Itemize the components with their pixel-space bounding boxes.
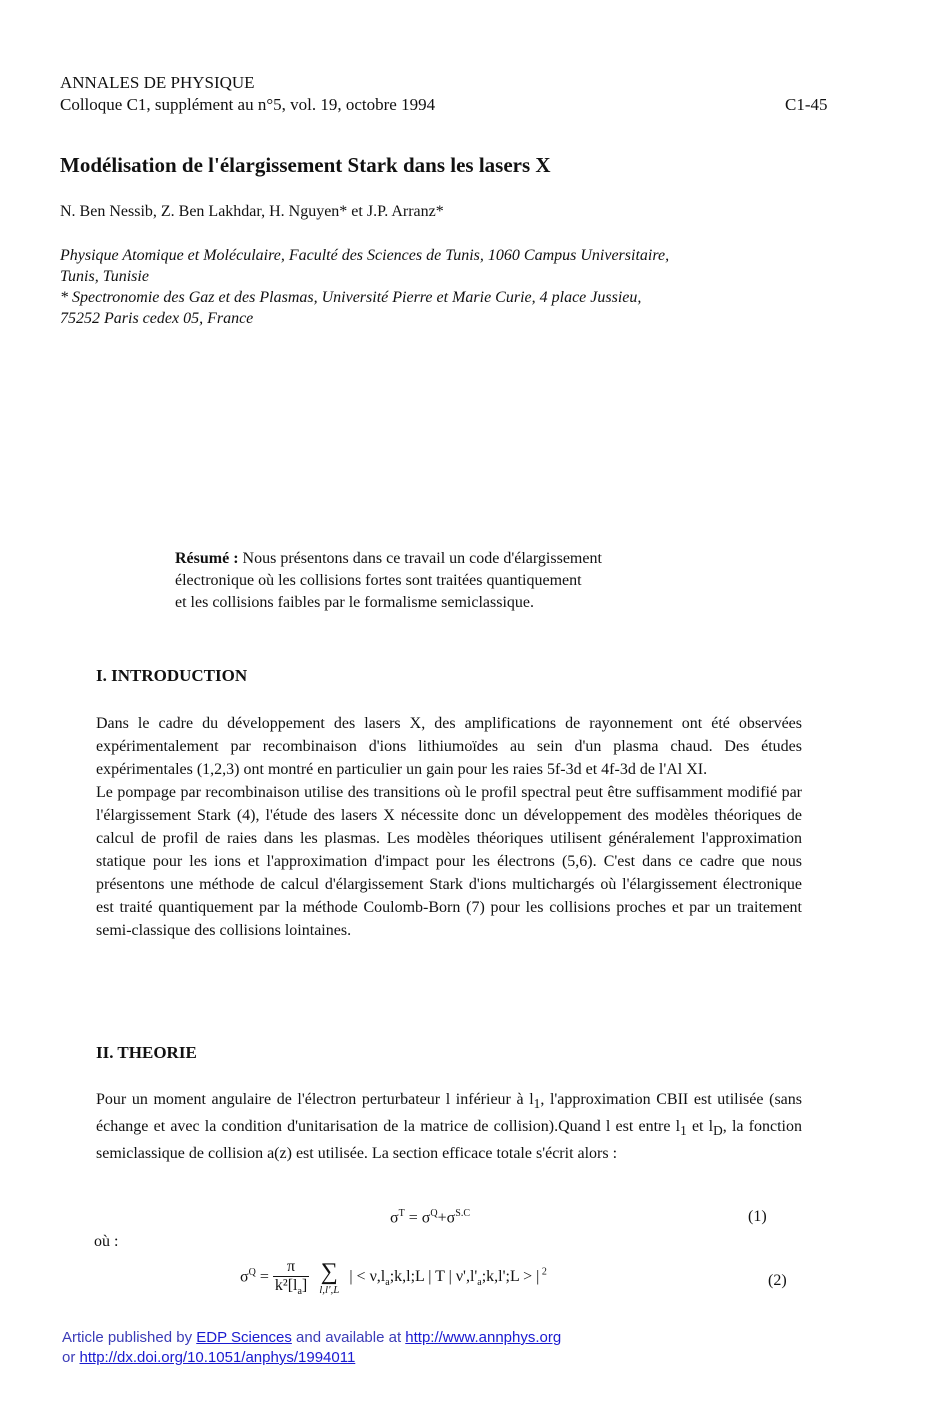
equation-2-number: (2) (768, 1272, 787, 1289)
eq-sub: a (297, 1286, 302, 1298)
eq-sup: Q (430, 1208, 438, 1219)
eq-text: ;k,l;L | T | ν',l' (389, 1268, 478, 1286)
equation-1-number: (1) (748, 1208, 767, 1225)
footer-line-2 (62, 1348, 561, 1368)
footer-text: Article published by (62, 1329, 197, 1346)
equation-1 (390, 1208, 470, 1227)
page-id: C1-45 (785, 95, 828, 114)
affiliation-line: * Spectronomie des Gaz et des Plasmas, Université Pierre et Marie Curie, 4 place Jussieu, (60, 289, 642, 306)
affiliation-line: 75252 Paris cedex 05, France (60, 310, 254, 327)
abstract-line: et les collisions faibles par le formalisme semiclassique. (175, 594, 535, 611)
authors: N. Ben Nessib, Z. Ben Lakhdar, H. Nguyen* et J.P. Arranz* (60, 203, 444, 220)
abstract (175, 548, 775, 614)
eq-sup: Q (248, 1266, 256, 1278)
eq-den-text: k²[l (274, 1277, 298, 1294)
eq-den-text: ] (301, 1277, 308, 1294)
affiliation-line: Physique Atomique et Moléculaire, Faculté des Sciences de Tunis, 1060 Campus Universitaire, (60, 247, 670, 264)
affiliations (60, 245, 860, 329)
eq-sup: T (398, 1208, 405, 1219)
abstract-line (175, 548, 775, 570)
sum-icon: ∑ (320, 1258, 338, 1285)
eq-text: ;k,l';L > | (481, 1268, 540, 1286)
paragraph-text: , l'approximation CBII est utilisée (sans échange et avec la condition d'unitarisation de la matrice de collision).Quand l est entre l (96, 1091, 802, 1136)
abstract-line: électronique où les collisions fortes sont traitées quantiquement (175, 572, 582, 589)
eq-text: | < ν,l (349, 1268, 386, 1286)
publisher-link[interactable]: EDP Sciences (196, 1329, 292, 1346)
paragraph-text: et l (686, 1118, 714, 1136)
footer-line-1 (62, 1328, 561, 1348)
subscript: 1 (533, 1096, 541, 1112)
theorie-body (96, 1088, 802, 1165)
eq-sub: a (477, 1277, 482, 1289)
paragraph: Dans le cadre du développement des lasers X, des amplifications de rayonnement ont été observées expérimentalement par recombinaison d'ions lithiumoïdes au sein d'un plasma chaud. Des études expérimentales (1,2,3) ont montré en particulier un gain pour les raies 5f-3d et 4f-3d de l'Al XI. (96, 715, 802, 778)
eq-fraction (273, 1258, 309, 1297)
eq-symbol: +σ (437, 1209, 456, 1227)
introduction-body (96, 712, 802, 942)
paper-title: Modélisation de l'élargissement Stark dans les lasers X (60, 153, 551, 177)
footer-text: or (62, 1349, 80, 1366)
section-heading-theorie: II. THEORIE (96, 1043, 197, 1062)
ou-label: où : (94, 1233, 119, 1250)
site-link[interactable]: http://www.annphys.org (405, 1329, 562, 1346)
paragraph-text: Pour un moment angulaire de l'électron perturbateur l inférieur à l (96, 1091, 534, 1108)
affiliation-line: Tunis, Tunisie (60, 268, 149, 285)
section-heading-introduction: I. INTRODUCTION (96, 666, 248, 685)
subscript: 1 (680, 1123, 687, 1139)
abstract-label: Résumé : (175, 550, 239, 567)
journal-name: ANNALES DE PHYSIQUE (60, 73, 255, 92)
eq-denominator (273, 1277, 309, 1297)
eq-matrix-element (349, 1266, 547, 1289)
colloque-info: Colloque C1, supplément au n°5, vol. 19, octobre 1994 (60, 95, 436, 114)
eq-sum (319, 1260, 339, 1296)
abstract-text: Nous présentons dans ce travail un code d'élargissement (238, 550, 602, 567)
footer-text: and available at (291, 1329, 406, 1346)
eq-symbol: = (255, 1268, 273, 1286)
eq-sup: S.C (455, 1208, 471, 1219)
paragraph-text: , la fonction semiclassique de collision a(z) est utilisée. La section efficace totale s'écrit alors : (96, 1118, 802, 1163)
eq-numerator: π (273, 1258, 309, 1277)
eq-symbol: σ (240, 1268, 249, 1286)
eq-sup: 2 (539, 1266, 547, 1278)
subscript: D (713, 1123, 723, 1139)
doi-link[interactable]: http://dx.doi.org/10.1051/anphys/1994011 (79, 1349, 356, 1366)
paragraph: Le pompage par recombinaison utilise des transitions où le profil spectral peut être suffisamment modifié par l'élargissement Stark (4), l'étude des lasers X nécessite donc un développement des modèles théoriques de calcul de profil de raies dans les plasmas. Les modèles théoriques utilisent généralement l'approximation statique pour les ions et l'approximation d'impact pour les électrons (5,6). C'est dans ce cadre que nous présentons une méthode de calcul d'élargissement Stark d'ions multichargés où l'élargissement électronique est traité quantiquement par la méthode Coulomb-Born (7) pour les collisions proches et par un traitement semi-classique des collisions lointaines. (96, 784, 802, 939)
eq-sub: a (385, 1277, 390, 1289)
equation-2 (240, 1258, 547, 1297)
sum-limits: l,l',L (319, 1283, 340, 1296)
eq-symbol: σ (390, 1209, 399, 1227)
eq-symbol: = σ (404, 1209, 431, 1227)
article-footer (62, 1328, 561, 1368)
